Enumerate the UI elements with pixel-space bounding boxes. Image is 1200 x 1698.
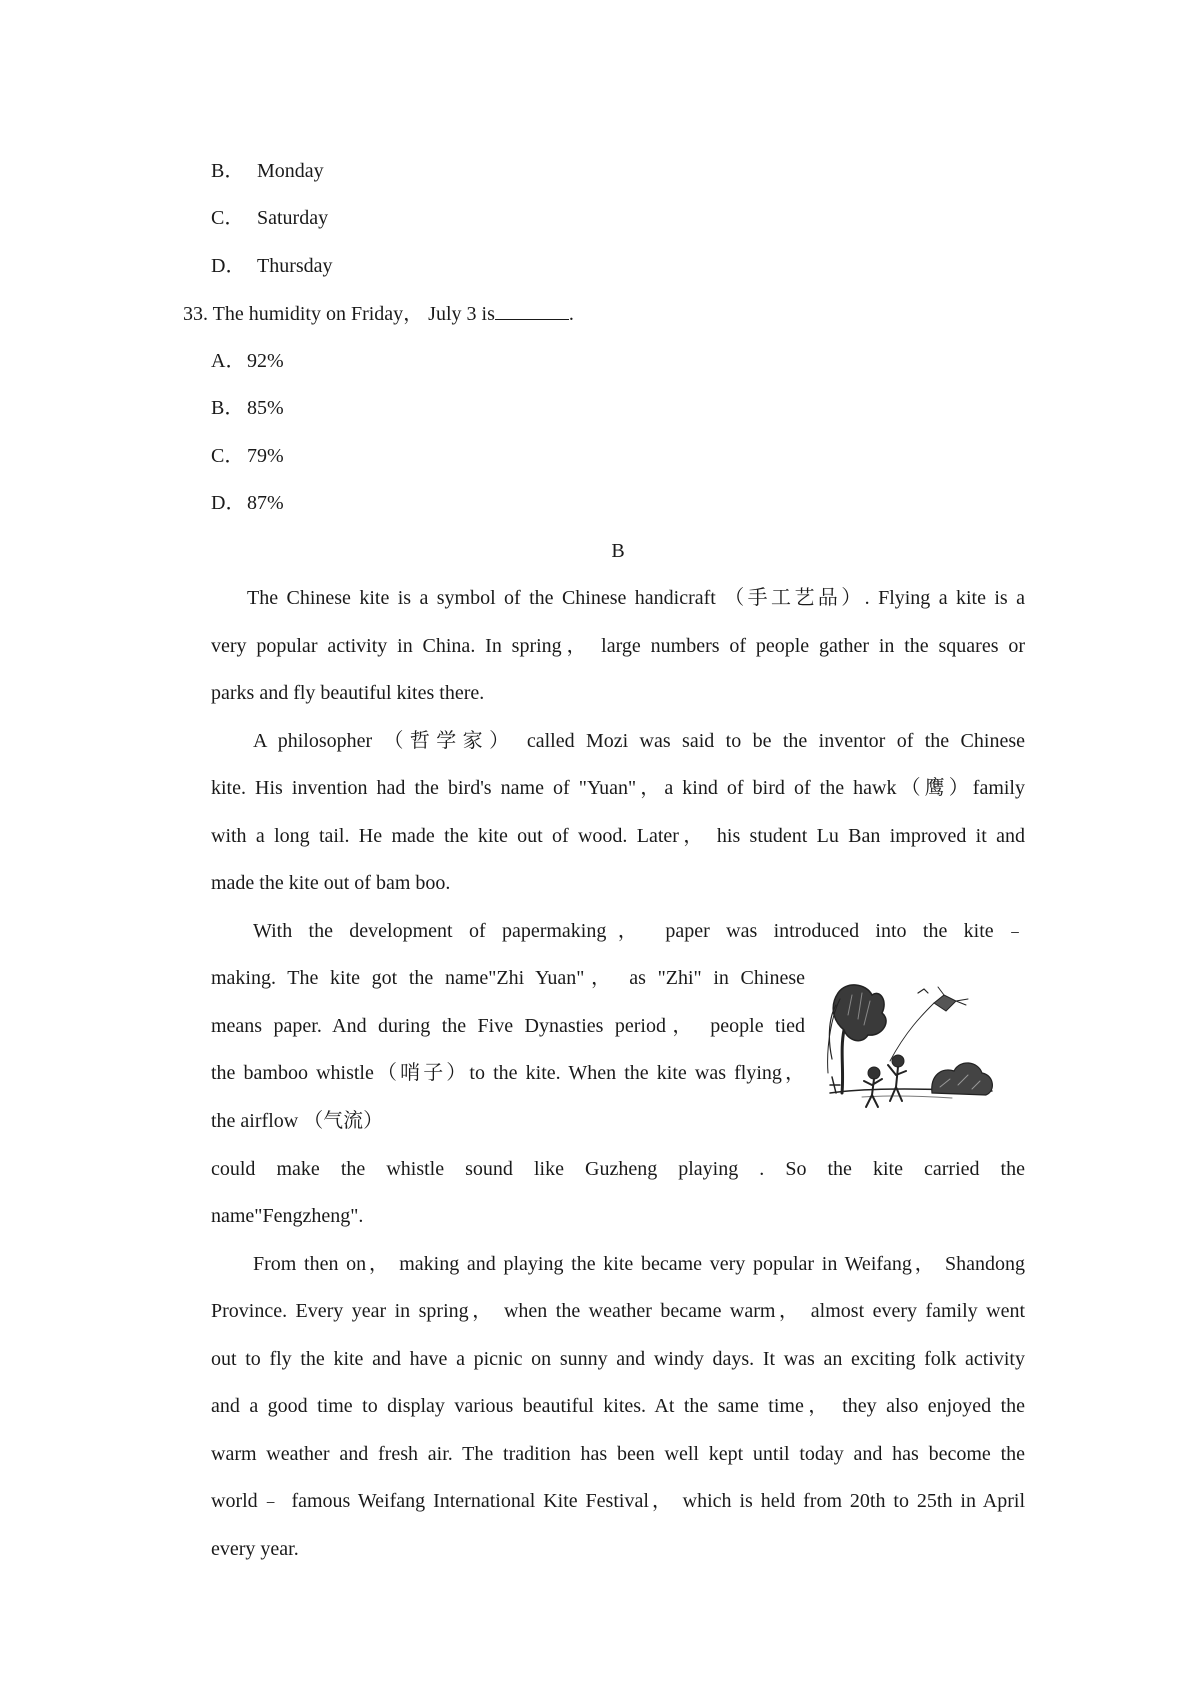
passage-line: The Chinese kite is a symbol of the Chinese handicraft （手工艺品）. Flying a kite is a bbox=[247, 587, 1025, 609]
passage-line: A philosopher （哲学家） called Mozi was said to be the inventor of the Chinese bbox=[253, 730, 1025, 752]
passage-line: out to fly the kite and have a picnic on sunny and windy days. It was an exciting folk activity bbox=[211, 1348, 1025, 1370]
option-text: Thursday bbox=[257, 255, 333, 277]
option-letter: C． bbox=[211, 207, 245, 229]
q33-stem-end: . bbox=[568, 303, 574, 325]
q33-option-d bbox=[211, 491, 284, 515]
passage-line: very popular activity in China. In spring， large numbers of people gather in the squares or bbox=[211, 635, 1025, 657]
option-text: Saturday bbox=[257, 207, 329, 229]
kite-flying-illustration bbox=[822, 975, 1000, 1117]
q33-stem-text: 33. The humidity on Friday， July 3 is bbox=[183, 303, 495, 325]
option-text: Monday bbox=[257, 160, 324, 182]
option-text: 92% bbox=[247, 350, 284, 372]
passage-line: world﹣ famous Weifang International Kite Festival， which is held from 20th to 25th in April bbox=[211, 1490, 1025, 1512]
passage-line: with a long tail. He made the kite out of wood. Later， his student Lu Ban improved it and bbox=[211, 825, 1025, 847]
q33-option-a bbox=[211, 349, 284, 373]
q33-option-b bbox=[211, 396, 284, 420]
option-text: 87% bbox=[247, 492, 284, 514]
passage-line: warm weather and fresh air. The tradition has been well kept until today and has become the bbox=[211, 1443, 1025, 1465]
option-letter: D． bbox=[211, 492, 246, 514]
option-text: 79% bbox=[247, 445, 284, 467]
passage-line: every year. bbox=[211, 1538, 299, 1560]
passage-line: means paper. And during the Five Dynasties period， people tied bbox=[211, 1015, 805, 1037]
q32-option-d bbox=[211, 254, 333, 278]
option-letter: C． bbox=[211, 445, 245, 467]
option-letter: B． bbox=[211, 160, 245, 182]
q32-option-c bbox=[211, 206, 328, 230]
passage-line: name"Fengzheng". bbox=[211, 1205, 364, 1227]
passage-line: From then on， making and playing the kite became very popular in Weifang， Shandong bbox=[253, 1253, 1025, 1275]
passage-line: could make the whistle sound like Guzheng playing . So the kite carried the bbox=[211, 1158, 1025, 1180]
option-text: 85% bbox=[247, 397, 284, 419]
q33-option-c bbox=[211, 444, 284, 468]
passage-line: the bamboo whistle（哨子）to the kite. When the kite was flying， bbox=[211, 1062, 805, 1084]
passage-line: the airflow （气流） bbox=[211, 1110, 384, 1132]
option-letter: B． bbox=[211, 397, 245, 419]
q33-stem bbox=[183, 301, 574, 326]
q32-option-b bbox=[211, 159, 324, 183]
passage-line: and a good time to display various beautiful kites. At the same time， they also enjoyed the bbox=[211, 1395, 1025, 1417]
option-letter: D． bbox=[211, 255, 246, 277]
option-letter: A． bbox=[211, 350, 246, 372]
passage-line: With the development of papermaking， paper was introduced into the kite﹣ bbox=[253, 920, 1025, 942]
answer-blank bbox=[495, 301, 569, 320]
passage-line: making. The kite got the name"Zhi Yuan"， as "Zhi" in Chinese bbox=[211, 967, 805, 989]
passage-line: made the kite out of bam boo. bbox=[211, 872, 451, 894]
passage-line: parks and fly beautiful kites there. bbox=[211, 682, 485, 704]
passage-line: Province. Every year in spring， when the weather became warm， almost every family went bbox=[211, 1300, 1025, 1322]
passage-heading: B bbox=[611, 540, 625, 562]
passage-line: kite. His invention had the bird's name of "Yuan"，a kind of bird of the hawk（鹰）family bbox=[211, 777, 1025, 799]
